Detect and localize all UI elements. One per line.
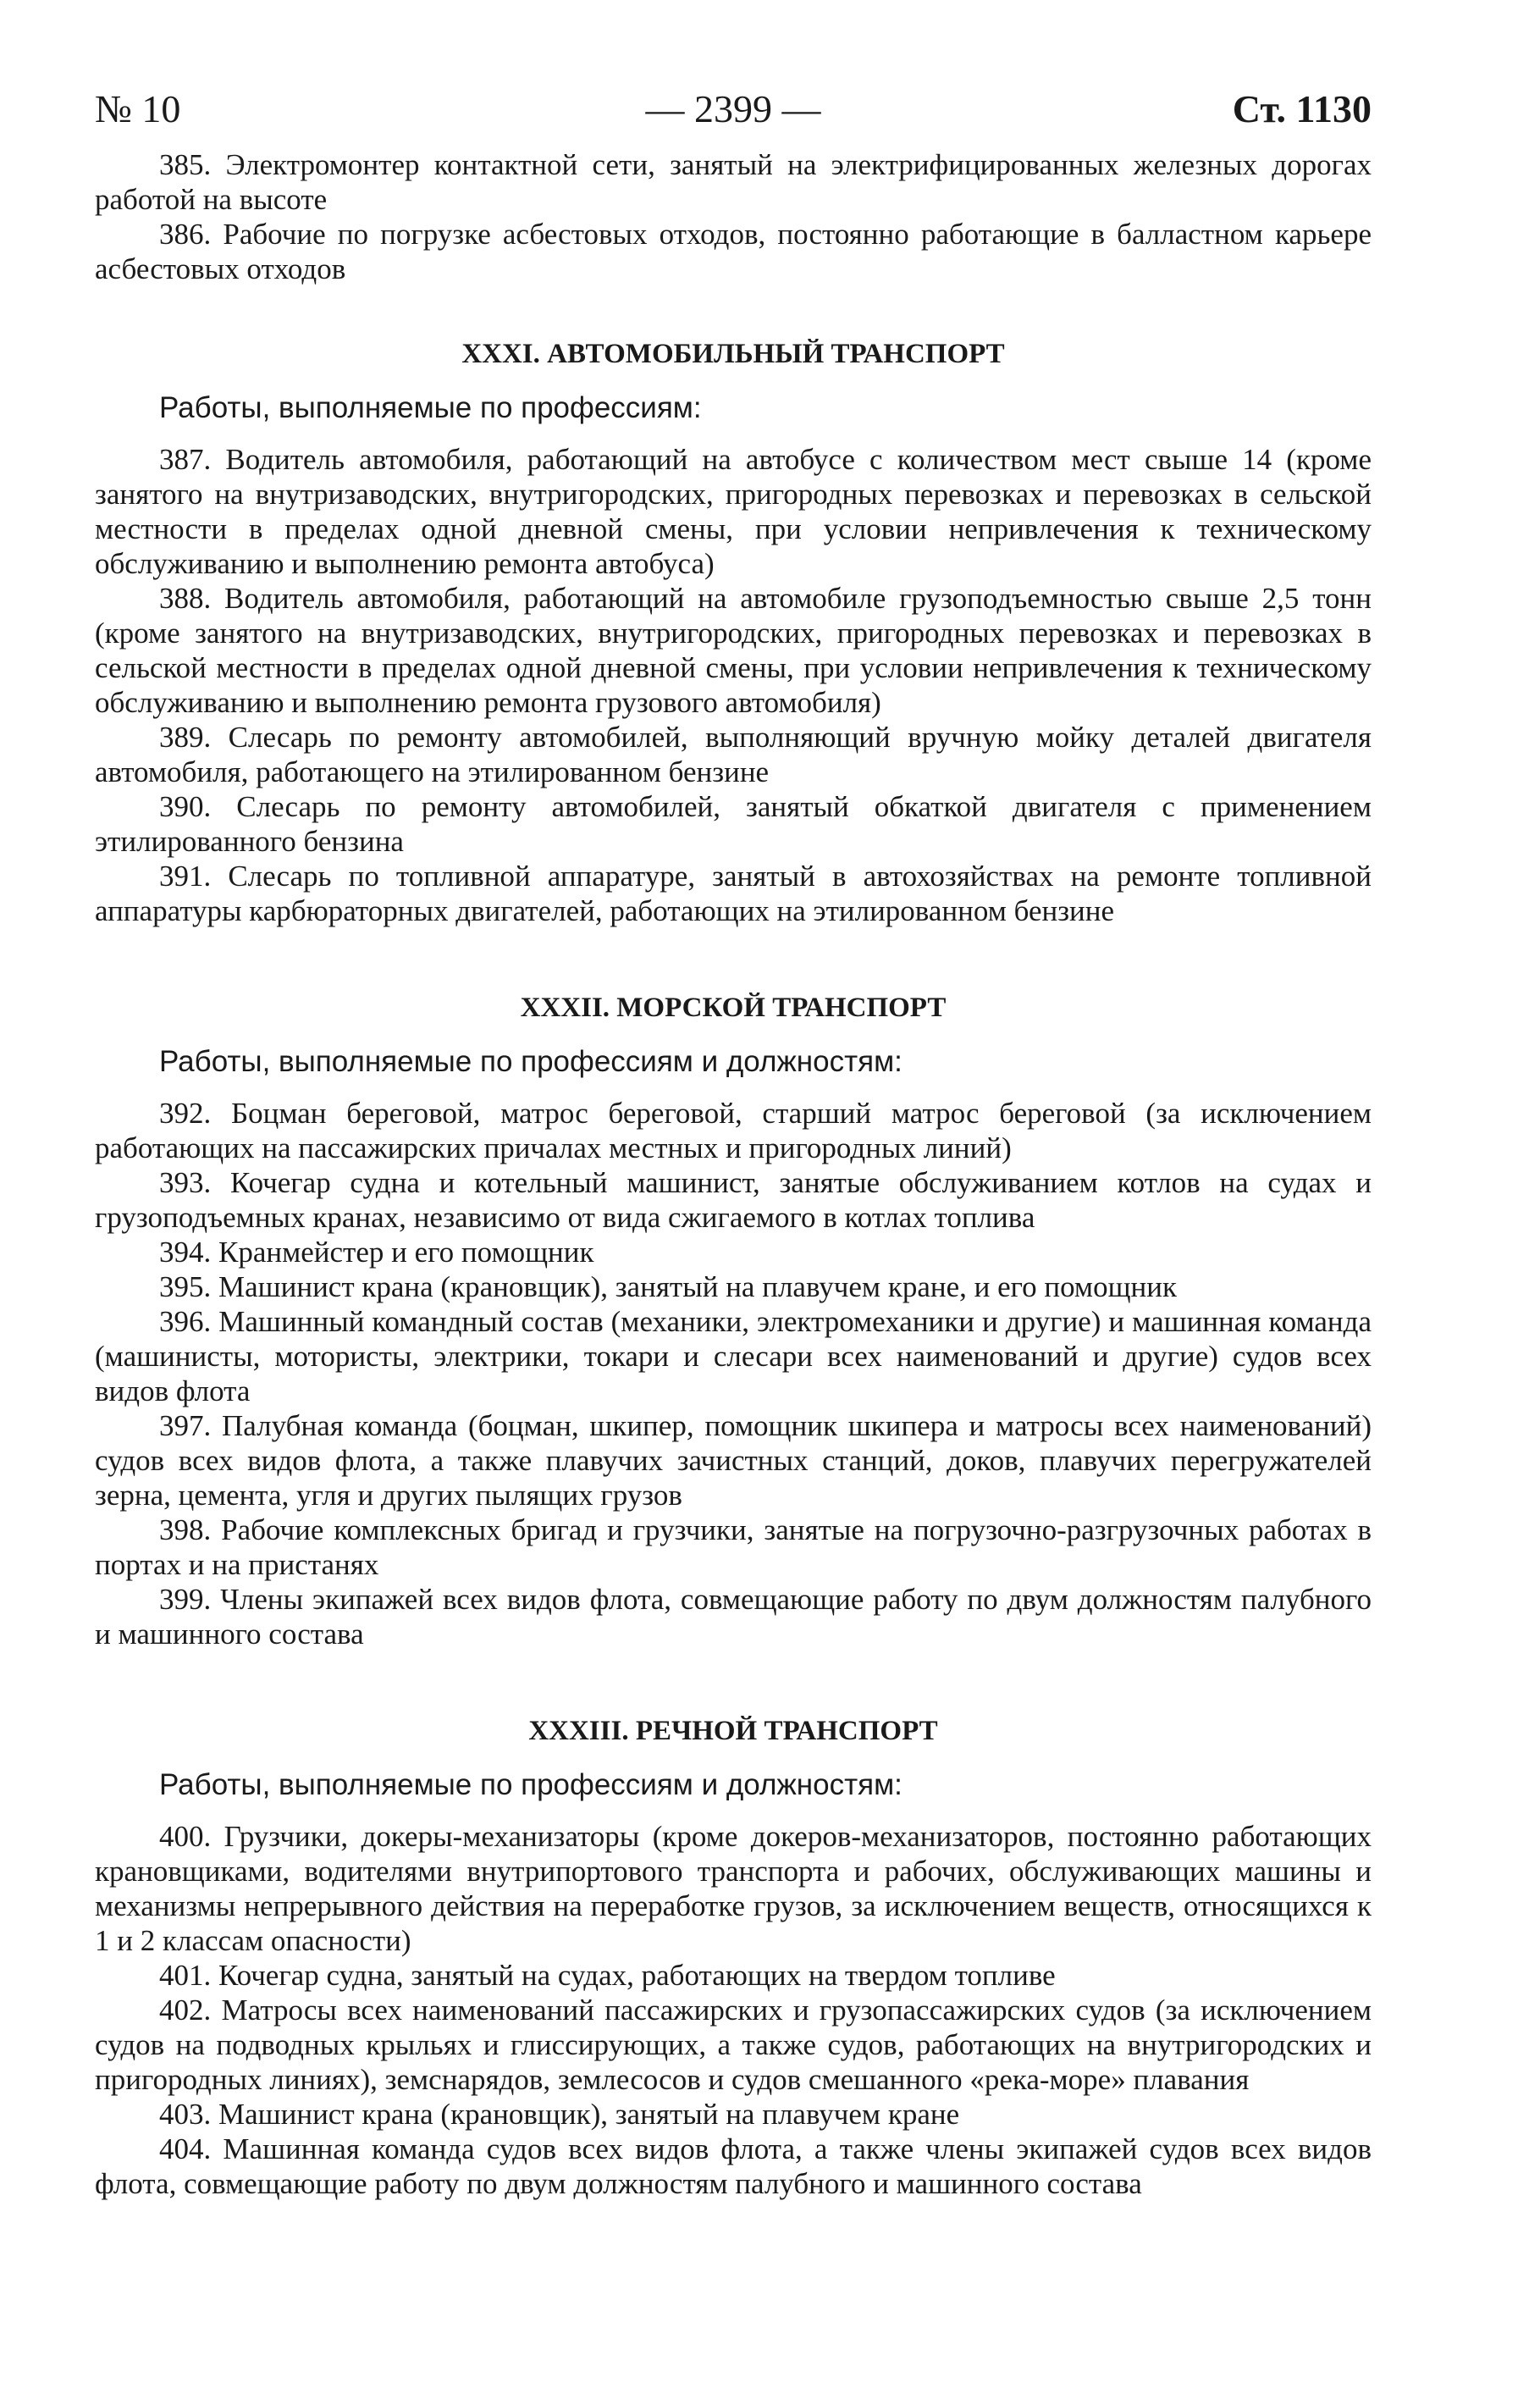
list-item: 390. Слесарь по ремонту автомобилей, занятый обкаткой двигателя с применением этилированного бензина: [95, 790, 1372, 858]
list-item: 387. Водитель автомобиля, работающий на автобусе с количеством мест свыше 14 (кроме занятого на внутризаводских, внутригородских, пригородных перевозках и перевозках в сельской местности в пределах одной дневной смены, при условии непривлечения к техническому обслуживанию и выполнению ремонта автобуса): [95, 443, 1372, 580]
list-item: 396. Машинный командный состав (механики, электромеханики и другие) и машинная команда (машинисты, мотористы, электрики, токари и слесари всех наименований и другие) судов всех видов флота: [95, 1305, 1372, 1407]
list-item: 398. Рабочие комплексных бригад и грузчики, занятые на погрузочно-разгрузочных работах в портах и на пристанях: [95, 1513, 1372, 1581]
section-automobile-transport: [95, 335, 1372, 928]
article-number: Ст. 1130: [1232, 87, 1372, 130]
section-title: XXXIII. РЕЧНОЙ ТРАНСПОРТ: [528, 1716, 938, 1746]
list-item: 403. Машинист крана (крановщик), занятый на плавучем кране: [159, 2098, 960, 2131]
list-item: 399. Члены экипажей всех видов флота, совмещающие работу по двум должностям палубного и машинного состава: [95, 1583, 1372, 1651]
section-sea-transport: [95, 989, 1372, 1651]
issue-number: № 10: [95, 87, 181, 130]
page-number: — 2399 —: [645, 87, 821, 130]
list-item: 385. Электромонтер контактной сети, занятый на электрифицированных железных дорогах работой на высоте: [95, 148, 1372, 216]
list-item: 388. Водитель автомобиля, работающий на автомобиле грузоподъемностью свыше 2,5 тонн (кроме занятого на внутризаводских, внутригородских, пригородных перевозках и перевозках в сельской местности в пределах одной дневной смены, при условии непривлечения к техническому обслуживанию и выполнению ремонта грузового автомобиля): [95, 582, 1372, 719]
list-item: 402. Матросы всех наименований пассажирских и грузопассажирских судов (за исключением судов на подводных крыльях и глиссирующих, а также судов, работающих на внутригородских и пригородных линиях), земснарядов, землесосов и судов смешанного «река-море» плавания: [95, 1994, 1372, 2096]
document-page: [95, 81, 1372, 2201]
page-header: [95, 81, 1372, 137]
list-item: 400. Грузчики, докеры-механизаторы (кроме докеров-механизаторов, постоянно работающих крановщиками, водителями внутрипортового транспорта и рабочих, обслуживающих машины и механизмы непрерывного действия на переработке грузов, за исключением веществ, относящихся к 1 и 2 классам опасности): [95, 1820, 1372, 1957]
list-item: 401. Кочегар судна, занятый на судах, работающих на твердом топливе: [159, 1959, 1056, 1992]
section-title: XXXI. АВТОМОБИЛЬНЫЙ ТРАНСПОРТ: [461, 339, 1005, 369]
list-item: 395. Машинист крана (крановщик), занятый на плавучем кране, и его помощник: [159, 1270, 1177, 1303]
list-item: 393. Кочегар судна и котельный машинист, занятые обслуживанием котлов на судах и грузоподъемных кранах, независимо от вида сжигаемого в котлах топлива: [95, 1166, 1372, 1234]
section-river-transport: [95, 1712, 1372, 2201]
section-title: XXXII. МОРСКОЙ ТРАНСПОРТ: [520, 993, 947, 1023]
continued-items: [95, 147, 1372, 286]
list-item: 392. Боцман береговой, матрос береговой, старший матрос береговой (за исключением работающих на пассажирских причалах местных и пригородных линий): [95, 1097, 1372, 1164]
document-body: [95, 147, 1372, 2201]
list-item: 389. Слесарь по ремонту автомобилей, выполняющий вручную мойку деталей двигателя автомобиля, работающего на этилированном бензине: [95, 721, 1372, 788]
list-item: 394. Кранмейстер и его помощник: [159, 1236, 594, 1269]
section-intro: Работы, выполняемые по профессиям и должностям:: [159, 1768, 902, 1801]
list-item: 404. Машинная команда судов всех видов флота, а также члены экипажей судов всех видов флота, совмещающие работу по двум должностям палубного и машинного состава: [95, 2132, 1372, 2200]
list-item: 391. Слесарь по топливной аппаратуре, занятый в автохозяйствах на ремонте топливной аппаратуры карбюраторных двигателей, работающих на этилированном бензине: [95, 860, 1372, 927]
list-item: 386. Рабочие по погрузке асбестовых отходов, постоянно работающие в балластном карьере асбестовых отходов: [95, 218, 1372, 285]
section-intro: Работы, выполняемые по профессиям:: [159, 391, 702, 424]
list-item: 397. Палубная команда (боцман, шкипер, помощник шкипера и матросы всех наименований) судов всех видов флота, а также плавучих зачистных станций, доков, плавучих перегружателей зерна, цемента, угля и других пылящих грузов: [95, 1409, 1372, 1512]
section-intro: Работы, выполняемые по профессиям и должностям:: [159, 1045, 902, 1078]
